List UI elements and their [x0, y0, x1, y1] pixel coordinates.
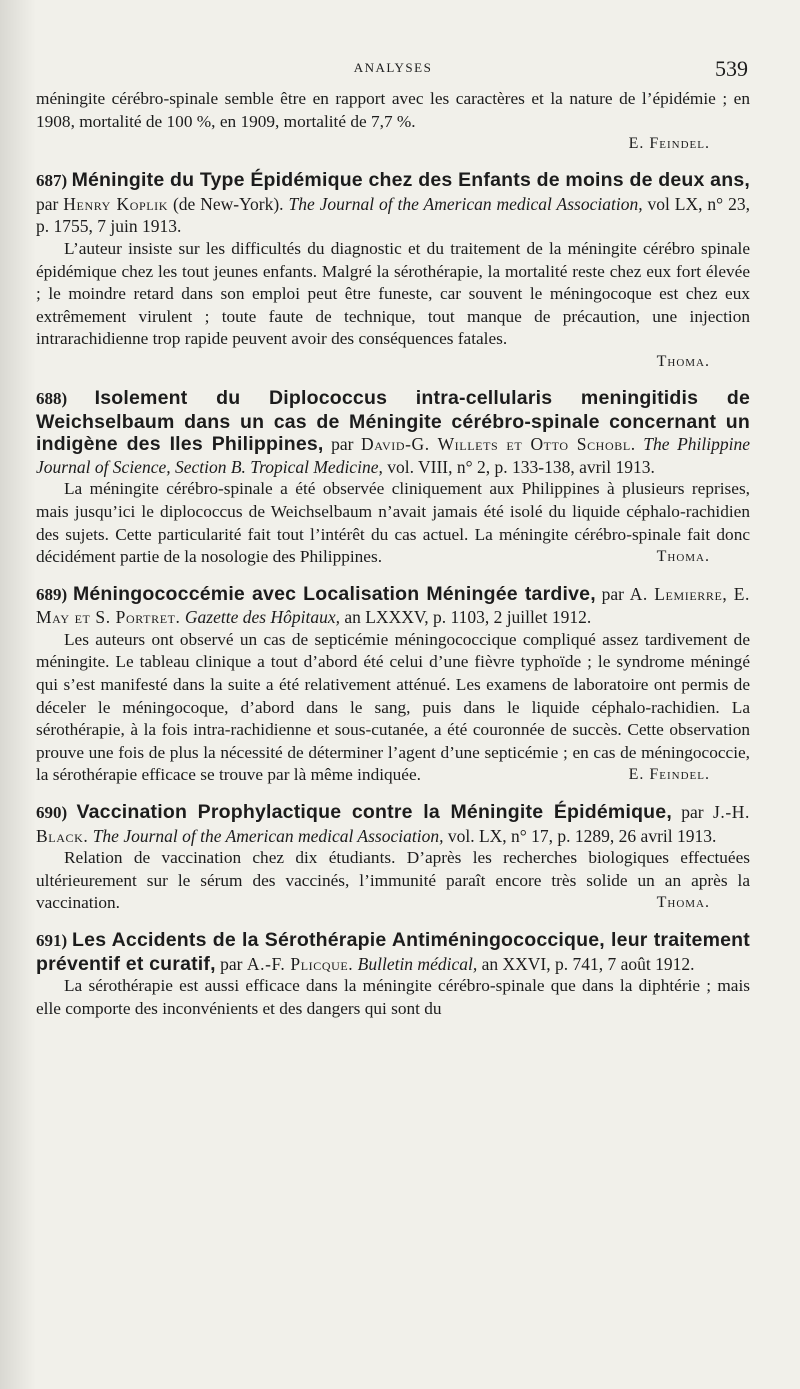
article-journal: Gazette des Hôpitaux, [184, 607, 340, 628]
article-body [36, 629, 750, 787]
article-691 [36, 929, 750, 1020]
article-journal: The Journal of the American medical Association, [92, 825, 444, 846]
article-authors: David-G. Willets et Otto Schobl. [361, 434, 636, 455]
article-body-text: Les auteurs ont observé un cas de septicémie méningococcique compliqué assez tardivement de méningite. Le tableau clinique a tout d’abord été celui d’une fièvre typhoïde ; le syndrome méningé qui s’est manifesté dans la suite a été relativement atténué. Les examens de laboratoire ont permis de déceler le méningocoque, d’abord dans le sang, puis dans le liquide céphalo-rachidien. La sérothérapie, à la fois intra-rachidienne et sous-cutanée, a été couronnée de succès. Cette observation prouve une fois de plus la nécessité de déterminer l’agent d’une septicémie ; en cas de méningococcie, la sérothérapie efficace se trouve par là même indiquée. [36, 629, 750, 785]
article-reference: vol. LX, n° 17, p. 1289, 26 avril 1913. [443, 825, 717, 846]
article-number: 691) [36, 931, 68, 950]
article-reference: an XXVI, p. 741, 7 août 1912. [477, 953, 695, 974]
article-body [36, 478, 750, 568]
article-body: L’auteur insiste sur les difficultés du diagnostic et du traitement de la méningite cérébro spinale épidémique chez les tout jeunes enfants. Malgré la sérothérapie, la mortalité reste chez eux fort élevée ; le moindre retard dans son emploi peut être funeste, car souvent le méningocoque est chez eux extrêmement virulent ; toute faute de technique, tout manque de précaution, une injection intrarachidienne trop rapide peuvent avoir des conséquences fatales. [36, 238, 750, 349]
article-body [36, 847, 750, 915]
article-journal: The Philippine Journal of Science, Section B. Tropical Medicine, [36, 434, 751, 477]
article-body: La sérothérapie est aussi efficace dans la méningite cérébro-spinale que dans la diphtérie ; mais elle comporte des inconvénients et des dangers qui sont du [36, 976, 750, 1018]
page-number: 539 [715, 56, 748, 81]
article-header [36, 169, 750, 238]
article-number: 689) [36, 584, 68, 604]
article-body-block [36, 478, 750, 568]
article-reference: an LXXXV, p. 1103, 2 juillet 1912. [339, 607, 592, 628]
article-body-text: La méningite cérébro-spinale a été observée cliniquement aux Philippines à plusieurs reprises, mais jusqu’ici le diplococcus de Weichselbaum n’avait jamais été isolé du liquide céphalo-rachidien des sujets. Cette particularité fait tout l’intérêt du cas actuel. La méningite cérébro-spinale fait donc décidément partie de la nosologie des Philippines. [36, 479, 750, 567]
article-header [36, 583, 750, 629]
article-by: par [215, 953, 247, 974]
article-reference: vol. VIII, n° 2, p. 133-138, avril 1913. [382, 456, 655, 477]
article-number: 687) [36, 171, 68, 191]
page-edge-shadow [0, 0, 36, 1389]
article-authors: Henry Koplik [63, 193, 169, 214]
article-by: par [36, 193, 64, 214]
article-title: Les Accidents de la Sérothérapie Antiméningococcique, leur traitement préventif et curatif, [36, 929, 750, 975]
running-title: ANALYSES [353, 60, 433, 75]
article-688 [36, 387, 750, 569]
article-title: Méningite du Type Épidémique chez des Enfants de moins de deux ans, [71, 169, 751, 192]
article-authors: A.-F. Plicque. [246, 953, 354, 974]
article-journal: The Journal of the American medical Association, [288, 193, 643, 214]
article-authors: A. Lemierre, E. May et S. Portret. [36, 583, 751, 628]
article-690 [36, 801, 750, 915]
article-title: Méningococcémie avec Localisation Méningée tardive, [72, 582, 596, 605]
article-signature: E. Feindel. [628, 766, 710, 784]
article-body-text: Relation de vaccination chez dix étudiants. D’après les recherches biologiques effectuées ultérieurement sur le sérum des vaccinés, l’immunité paraît encore très solide un an après la vaccination. [36, 848, 750, 913]
intro-signature: E. Feindel. [628, 135, 710, 153]
article-title: Isolement du Diplococcus intra-cellularis meningitidis de Weichselbaum dans un cas de Méningite cérébro-spinale concernant un indigène des Iles Philippines, [36, 386, 750, 456]
article-signature: Thoma. [656, 352, 710, 370]
article-689 [36, 583, 750, 787]
article-by: par [323, 434, 361, 455]
article-signature: Thoma. [656, 548, 710, 566]
article-body-block [36, 629, 750, 787]
article-number: 688) [36, 388, 68, 408]
article-header [36, 929, 750, 975]
running-header [36, 56, 750, 82]
article-title: Vaccination Prophylactique contre la Méningite Épidémique, [76, 801, 672, 824]
article-body-block [36, 847, 750, 915]
article-journal: Bulletin médical, [357, 953, 478, 974]
article-reference: vol LX, n° 23, p. 1755, 7 juin 1913. [36, 193, 750, 237]
article-by: par [671, 802, 713, 823]
article-authors: J.-H. Black. [36, 802, 750, 846]
article-signature: Thoma. [656, 894, 710, 912]
article-header [36, 801, 750, 847]
article-number: 690) [36, 803, 68, 823]
article-by: par [595, 583, 630, 604]
article-affiliation: (de New-York). [168, 193, 289, 214]
intro-paragraph: méningite cérébro-spinale semble être en rapport avec les caractères et la nature de l’épidémie ; en 1908, mortalité de 100 %, en 1909, mortalité de 7,7 %. [36, 89, 750, 131]
journal-page [36, 56, 750, 1020]
article-687 [36, 169, 750, 373]
article-header [36, 387, 750, 478]
